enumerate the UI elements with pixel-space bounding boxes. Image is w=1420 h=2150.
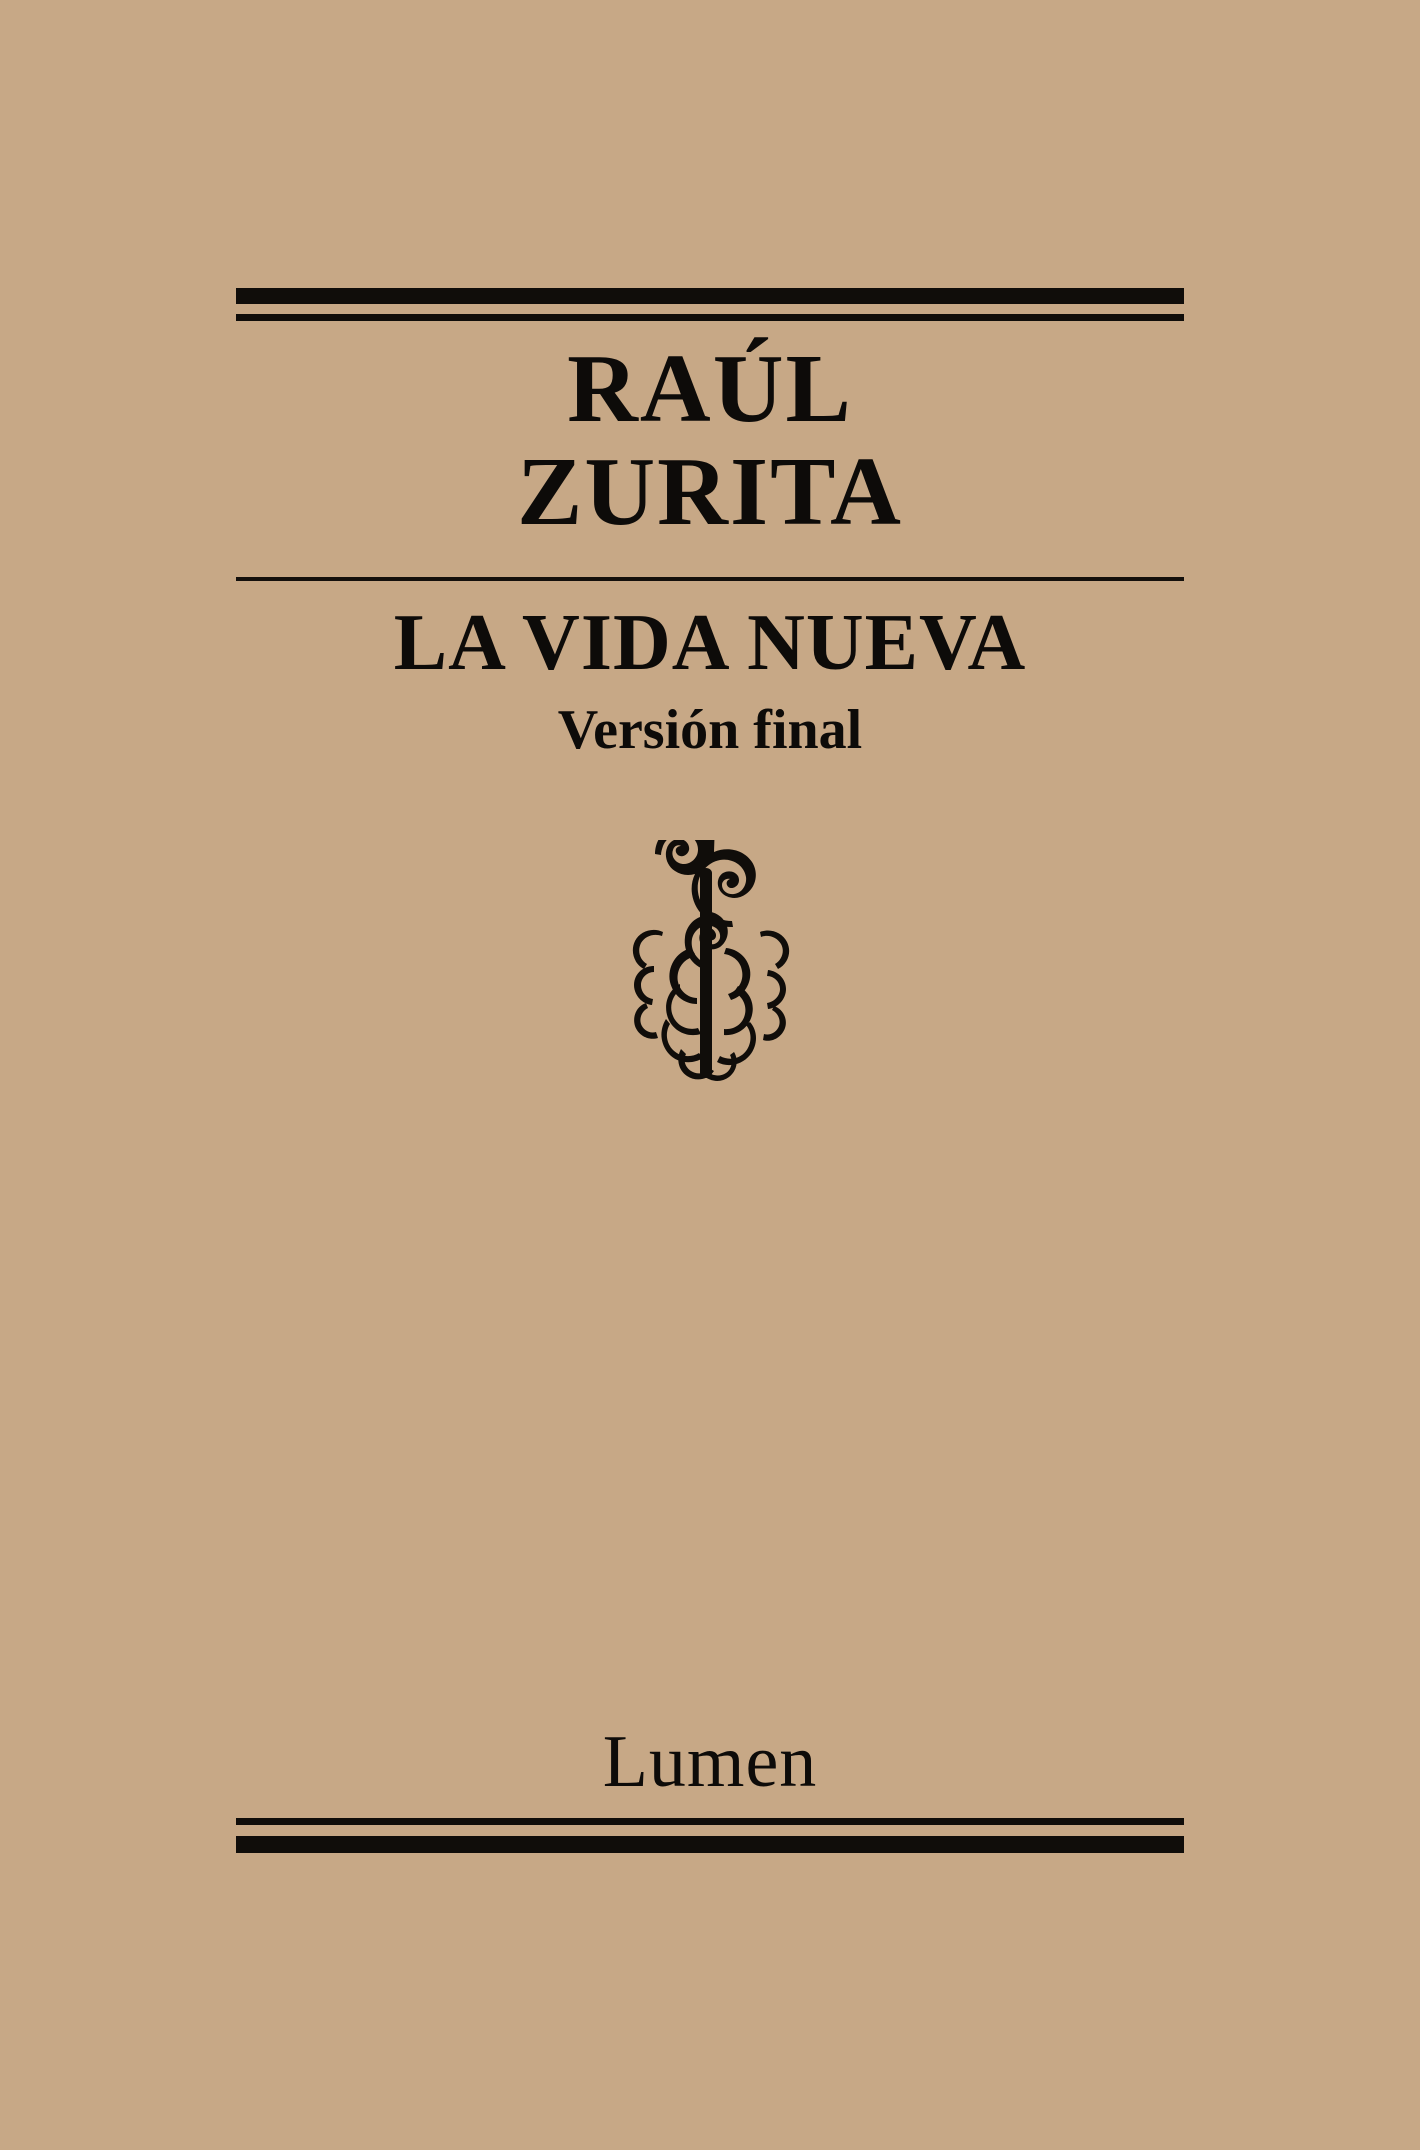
author-name-line-1: RAÚL xyxy=(567,335,853,443)
bottom-rule-thin xyxy=(236,1818,1184,1825)
author-name xyxy=(236,335,1184,546)
book-title: LA VIDA NUEVA xyxy=(393,599,1027,687)
author-name-line-2: ZURITA xyxy=(517,437,903,546)
cover-content xyxy=(236,0,1184,2150)
divider-rule xyxy=(236,577,1184,581)
publisher-name: Lumen xyxy=(602,1721,818,1803)
top-rule-thin xyxy=(236,314,1184,321)
floral-woodcut-ornament xyxy=(236,840,1184,1100)
book-subtitle: Versión final xyxy=(557,699,863,761)
bottom-rule-thick xyxy=(236,1836,1184,1853)
top-rule-thick xyxy=(236,288,1184,304)
